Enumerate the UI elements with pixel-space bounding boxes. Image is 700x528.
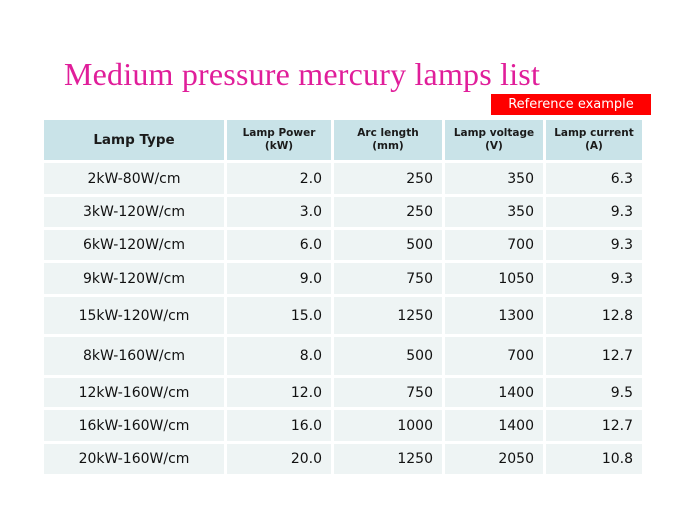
cell-lamp-current: 12.8 [545, 296, 644, 336]
cell-arc-length: 1250 [333, 443, 444, 476]
cell-lamp-power: 12.0 [226, 377, 333, 409]
table-row [43, 229, 644, 262]
cell-lamp-voltage: 700 [444, 229, 545, 262]
cell-lamp-type: 12kW-160W/cm [43, 377, 226, 409]
cell-lamp-type: 15kW-120W/cm [43, 296, 226, 336]
cell-lamp-current: 9.5 [545, 377, 644, 409]
table-header-row [43, 119, 644, 162]
cell-lamp-power: 2.0 [226, 162, 333, 196]
header-arc-length: Arc length (mm) [333, 119, 444, 162]
cell-lamp-current: 12.7 [545, 409, 644, 443]
table-row [43, 336, 644, 377]
cell-arc-length: 1000 [333, 409, 444, 443]
cell-arc-length: 750 [333, 262, 444, 296]
cell-lamp-voltage: 1050 [444, 262, 545, 296]
cell-lamp-power: 8.0 [226, 336, 333, 377]
table-row [43, 196, 644, 229]
header-lamp-power: Lamp Power (kW) [226, 119, 333, 162]
cell-lamp-voltage: 700 [444, 336, 545, 377]
reference-badge: Reference example [491, 94, 651, 115]
cell-lamp-type: 3kW-120W/cm [43, 196, 226, 229]
cell-lamp-voltage: 350 [444, 196, 545, 229]
cell-lamp-power: 15.0 [226, 296, 333, 336]
cell-lamp-voltage: 1400 [444, 377, 545, 409]
table-row [43, 296, 644, 336]
cell-lamp-power: 6.0 [226, 229, 333, 262]
cell-lamp-voltage: 1400 [444, 409, 545, 443]
cell-arc-length: 500 [333, 336, 444, 377]
cell-lamp-type: 16kW-160W/cm [43, 409, 226, 443]
cell-lamp-current: 9.3 [545, 196, 644, 229]
cell-lamp-power: 20.0 [226, 443, 333, 476]
cell-lamp-current: 12.7 [545, 336, 644, 377]
cell-lamp-power: 16.0 [226, 409, 333, 443]
table-row [43, 443, 644, 476]
cell-lamp-current: 10.8 [545, 443, 644, 476]
cell-arc-length: 250 [333, 162, 444, 196]
header-lamp-voltage: Lamp voltage (V) [444, 119, 545, 162]
cell-arc-length: 250 [333, 196, 444, 229]
table-row [43, 262, 644, 296]
cell-lamp-current: 6.3 [545, 162, 644, 196]
header-lamp-current: Lamp current (A) [545, 119, 644, 162]
cell-lamp-power: 3.0 [226, 196, 333, 229]
cell-arc-length: 750 [333, 377, 444, 409]
table-row [43, 409, 644, 443]
cell-lamp-type: 9kW-120W/cm [43, 262, 226, 296]
header-lamp-type: Lamp Type [43, 119, 226, 162]
cell-lamp-current: 9.3 [545, 262, 644, 296]
cell-lamp-type: 20kW-160W/cm [43, 443, 226, 476]
cell-lamp-type: 6kW-120W/cm [43, 229, 226, 262]
cell-arc-length: 500 [333, 229, 444, 262]
lamps-table [41, 117, 645, 477]
cell-lamp-type: 8kW-160W/cm [43, 336, 226, 377]
cell-lamp-voltage: 1300 [444, 296, 545, 336]
cell-lamp-voltage: 2050 [444, 443, 545, 476]
table-row [43, 377, 644, 409]
cell-lamp-type: 2kW-80W/cm [43, 162, 226, 196]
cell-lamp-power: 9.0 [226, 262, 333, 296]
cell-lamp-current: 9.3 [545, 229, 644, 262]
cell-arc-length: 1250 [333, 296, 444, 336]
cell-lamp-voltage: 350 [444, 162, 545, 196]
page-title: Medium pressure mercury lamps list [64, 56, 541, 92]
table-row [43, 162, 644, 196]
